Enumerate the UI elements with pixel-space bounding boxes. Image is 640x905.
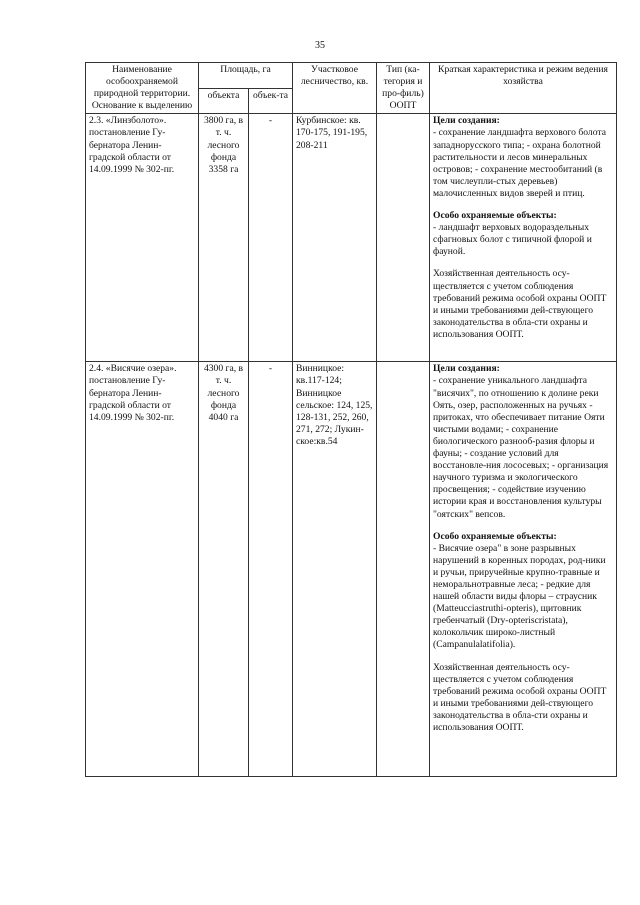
type-cell	[377, 362, 430, 777]
description-cell	[430, 362, 617, 777]
header-area: Площадь, га	[199, 63, 293, 89]
table-row	[86, 362, 617, 777]
goals-text: - сохранение уникального ландшафта "висячих", по отношению к долине реки Оять, озер, расположенных на ручьях - притоках, что обеспечивает питание Ояти чистыми водами; - сохранение биологического разнооб-разия флоры и фауны; - создание условий для восстановле-ния лососевых; - организация научного туризма и экологического просвещения; - содействие изучению истории края и восстановления культуры "оятских" вепсов.	[433, 375, 609, 520]
goals-title: Цели создания:	[433, 363, 500, 375]
area-name-cell: 2.4. «Висячие озера». постановление Гу-бернатора Ленин-градской области от 14.09.1999 № 302-пг.	[86, 362, 199, 777]
protected-text: - Висячие озера" в зоне разрывных нарушений в коренных породах, род-ники и ручьи, приручейные крупно-травные и неморальнотравные леса; - редкие для нашей области виды флоры – страусник (Matteucciastruthi-opteris), щитовник гребенчатый (Dry-opteriscristata), колокольчик широко-листный (Campanulalatifolia).	[433, 542, 606, 651]
header-type: Тип (ка-тегория и про-филь) ООПТ	[377, 63, 430, 114]
header-area-object2: объек-та	[249, 88, 293, 114]
goals-text: - сохранение ландшафта верхового болота западнорусского типа; - охрана болотной растительности и лесов минеральных островов; - сохранение местообитаний (в том числеупли-стых деревьев) малочисленных видов зверей и птиц.	[433, 127, 606, 199]
area-value2-cell: -	[249, 362, 293, 777]
protected-text: - ландшафт верховых водораздельных сфагновых болот с типичной флорой и фауной.	[433, 222, 592, 258]
description-cell	[430, 114, 617, 362]
regime-text: Хозяйственная деятельность осу-ществляется с учетом соблюдения требований режима особой охраны ООПТ и иными требованиями дей-ствующего законодательства в обла-сти охраны и использования ООПТ.	[433, 268, 607, 340]
header-forestry: Участковое лесничество, кв.	[293, 63, 377, 114]
goals-title: Цели создания:	[433, 115, 500, 127]
forestry-cell: Курбинское: кв. 170-175, 191-195, 208-211	[293, 114, 377, 362]
page-number: 35	[315, 40, 325, 51]
forestry-cell: Винницкое: кв.117-124; Винницкое сельское: 124, 125, 128-131, 252, 260, 271, 272; Лукин-ское:кв.54	[293, 362, 377, 777]
protected-areas-table	[85, 62, 617, 777]
area-value-cell: 3800 га, в т. ч. лесного фонда 3358 га	[199, 114, 249, 362]
protected-title: Особо охраняемые объекты:	[433, 210, 557, 222]
regime-text: Хозяйственная деятельность осу-ществляется с учетом соблюдения требований режима особой охраны ООПТ и иными требованиями дей-ствующего законодательства в обла-сти охраны и использования ООПТ.	[433, 661, 607, 733]
area-value2-cell: -	[249, 114, 293, 362]
area-name-cell: 2.3. «Линзболото». постановление Гу-бернатора Ленин-градской области от 14.09.1999 № 302-пг.	[86, 114, 199, 362]
type-cell	[377, 114, 430, 362]
protected-title: Особо охраняемые объекты:	[433, 530, 557, 542]
header-description: Краткая характеристика и режим ведения хозяйства	[430, 63, 617, 114]
area-value-cell: 4300 га, в т. ч. лесного фонда 4040 га	[199, 362, 249, 777]
table-row	[86, 114, 617, 362]
header-name: Наименование особоохраняемой природной территории. Основание к выделению	[86, 63, 199, 114]
header-area-object: объекта	[199, 88, 249, 114]
